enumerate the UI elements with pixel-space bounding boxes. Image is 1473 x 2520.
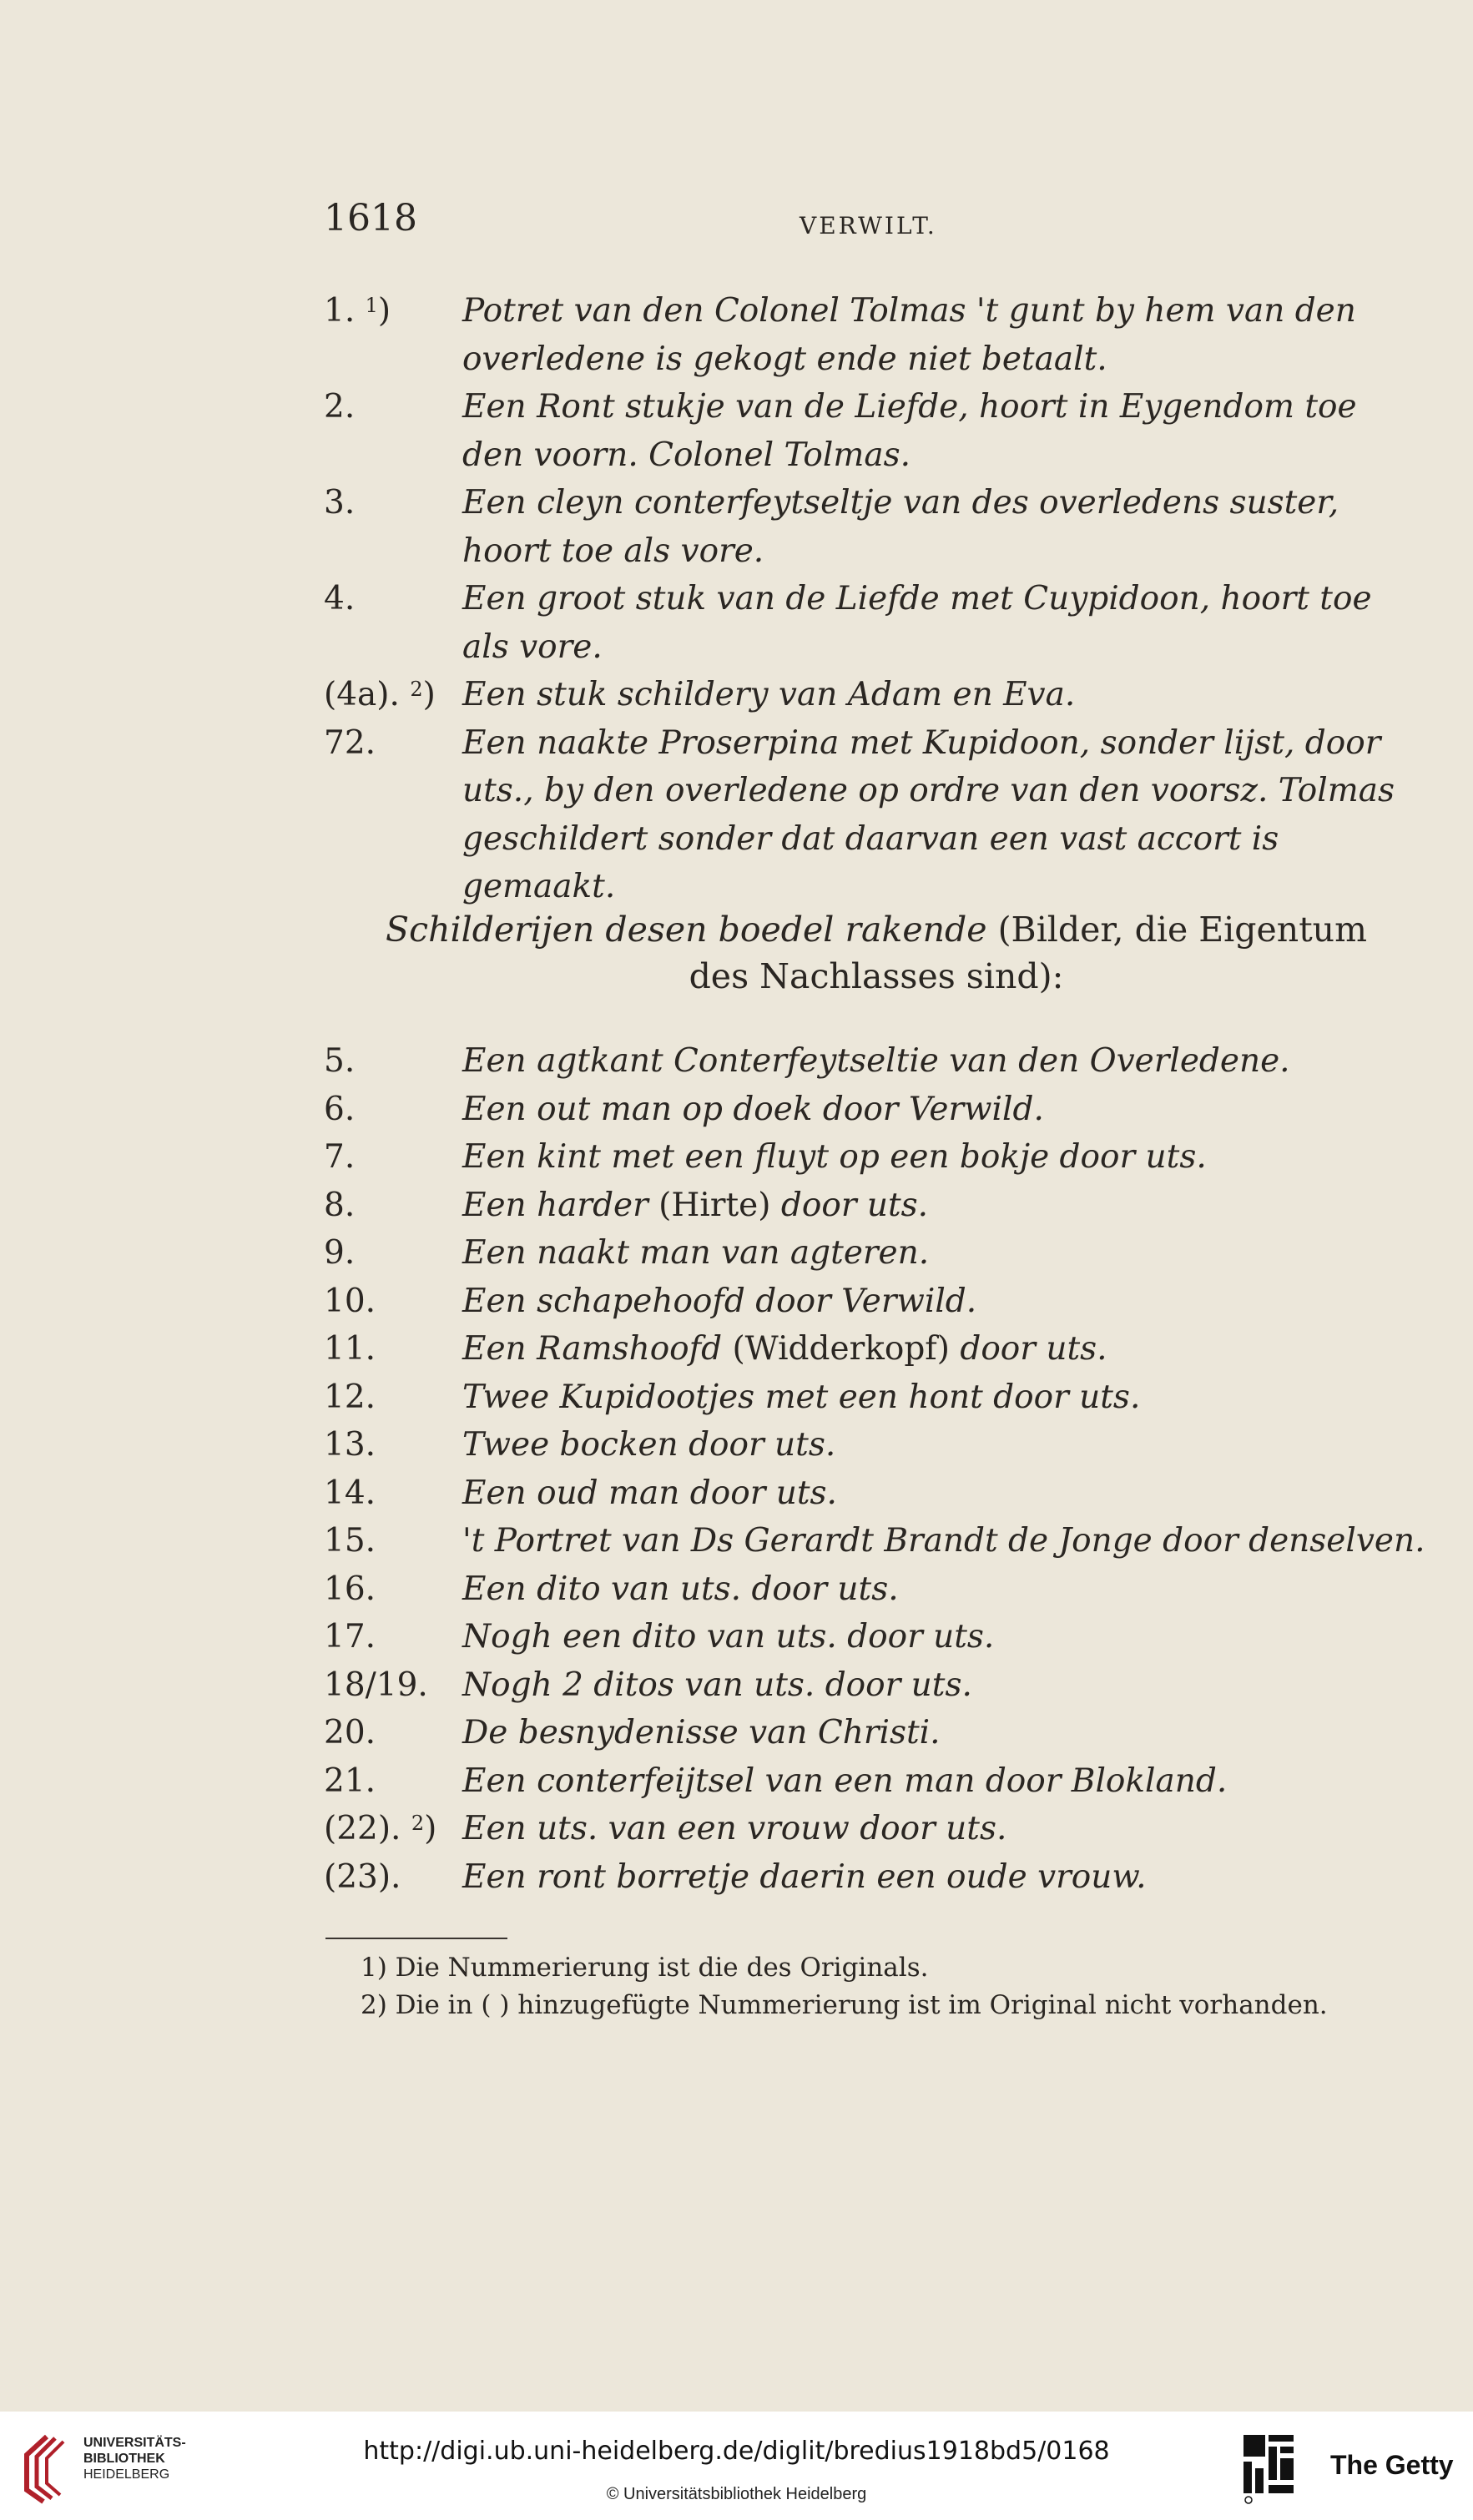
entry-number: 6.	[324, 1090, 356, 1128]
footnote-divider	[325, 1938, 507, 1939]
entry-number: 8.	[324, 1186, 356, 1224]
list-item	[324, 1709, 1425, 1757]
entry-number: (4a). $^2$)	[324, 676, 436, 713]
entry-number: 21.	[324, 1761, 376, 1800]
entry-number: 12.	[324, 1378, 376, 1416]
entry-list-bottom	[324, 1037, 1425, 1901]
list-item	[324, 1133, 1425, 1182]
library-name: UNIVERSITÄTS- BIBLIOTHEK HEIDELBERG	[83, 2436, 186, 2482]
entry-number: 13.	[324, 1426, 376, 1464]
entry-number: 5.	[324, 1042, 356, 1080]
entry-text: Een ront borretje daerin een oude vrouw.	[462, 1857, 1147, 1896]
list-item	[324, 1469, 1425, 1518]
entry-text: Een naakt man van agteren.	[462, 1234, 930, 1272]
list-item	[324, 1325, 1425, 1373]
list-item	[324, 1086, 1425, 1134]
list-item	[324, 1613, 1425, 1661]
entry-text: Een Ramshoofd (Widderkopf) door uts.	[462, 1330, 1107, 1368]
entry-text: Een groot stuk van de Liefde met Cuypidoon, hoort toe als vore.	[462, 580, 1372, 666]
entry-number: 16.	[324, 1570, 376, 1608]
entry-text: De besnydenisse van Christi.	[462, 1714, 941, 1751]
entry-number: 9.	[324, 1234, 356, 1272]
entry-number: 2.	[324, 388, 356, 426]
list-item	[324, 1565, 1425, 1614]
entry-text: Een kint met een fluyt op een bokje door uts.	[462, 1138, 1207, 1176]
list-item	[324, 1517, 1425, 1565]
section-heading	[367, 906, 1385, 1000]
list-item	[324, 719, 1425, 911]
list-item	[324, 1805, 1425, 1853]
entry-number: (23).	[324, 1857, 401, 1896]
footer-bar	[0, 2412, 1473, 2520]
copyright-notice: © Universitätsbibliothek Heidelberg	[606, 2485, 867, 2503]
entry-text: Nogh 2 ditos van uts. door uts.	[462, 1666, 972, 1704]
list-item	[324, 287, 1425, 383]
entry-text: Een cleyn conterfeytseltje van des overledens suster, hoort toe als vore.	[462, 484, 1339, 570]
footnote: 1) Die Nummerierung ist die des Originals.	[361, 1953, 929, 1983]
entry-text: 't Portret van Ds Gerardt Brandt de Jonge door denselven.	[462, 1522, 1425, 1560]
footnote: 2) Die in ( ) hinzugefügte Nummerierung ist im Original nicht vorhanden.	[361, 1990, 1328, 2020]
entry-text: Een agtkant Conterfeytseltie van den Overledene.	[462, 1042, 1290, 1080]
entry-number: 17.	[324, 1618, 376, 1656]
entry-text: Potret van den Colonel Tolmas 't gunt by hem van den overledene is gekogt ende niet betaalt.	[462, 292, 1356, 378]
entry-number: 7.	[324, 1138, 356, 1176]
list-item	[324, 1661, 1425, 1710]
entry-number: 10.	[324, 1282, 376, 1320]
entry-text: Een harder (Hirte) door uts.	[462, 1186, 929, 1224]
list-item	[324, 1278, 1425, 1326]
list-item	[324, 383, 1425, 479]
entry-text: Een out man op doek door Verwild.	[462, 1090, 1044, 1128]
entry-list-top	[324, 287, 1425, 911]
entry-number: 1. $^1$)	[324, 292, 391, 330]
entry-number: 72.	[324, 723, 376, 762]
entry-text: Twee Kupidootjes met een hont door uts.	[462, 1378, 1141, 1416]
entry-text: Een dito van uts. door uts.	[462, 1570, 899, 1608]
getty-logo-icon[interactable]	[1238, 2430, 1305, 2505]
source-url-link[interactable]: http://digi.ub.uni-heidelberg.de/diglit/bredius1918bd5/0168	[363, 2437, 1110, 2466]
list-item	[324, 1373, 1425, 1422]
entry-text: Een conterfeijtsel van een man door Blokland.	[462, 1761, 1228, 1800]
entry-text: Een uts. van een vrouw door uts.	[462, 1810, 1007, 1847]
entry-text: Een oud man door uts.	[462, 1474, 837, 1512]
section-heading-roman: (Bilder, die Eigentum des Nachlasses sind):	[689, 910, 1367, 996]
getty-name: The Getty	[1330, 2450, 1454, 2480]
entry-text: Een Ront stukje van de Liefde, hoort in Eygendom toe den voorn. Colonel Tolmas.	[462, 388, 1357, 474]
section-heading-italic: Schilderijen desen boedel rakende	[386, 910, 987, 950]
entry-text: Een stuk schildery van Adam en Eva.	[462, 676, 1076, 713]
page-number: 1618	[324, 197, 417, 239]
entry-number: 15.	[324, 1522, 376, 1560]
list-item	[324, 1229, 1425, 1278]
entry-number: 3.	[324, 484, 356, 522]
list-item	[324, 575, 1425, 671]
entry-text: Een schapehoofd door Verwild.	[462, 1282, 977, 1320]
running-title: VERWILT.	[800, 212, 937, 239]
entry-number: 18/19.	[324, 1666, 428, 1704]
footnotes	[325, 1949, 1410, 2024]
entry-number: 20.	[324, 1714, 376, 1751]
list-item	[324, 1421, 1425, 1469]
list-item	[324, 1853, 1425, 1902]
list-item	[324, 671, 1425, 719]
entry-text: Nogh een dito van uts. door uts.	[462, 1618, 995, 1656]
entry-number: 4.	[324, 580, 356, 617]
list-item	[324, 1757, 1425, 1806]
entry-number: (22). $^2$)	[324, 1810, 437, 1847]
entry-text: Twee bocken door uts.	[462, 1426, 836, 1464]
list-item	[324, 1182, 1425, 1230]
entry-number: 14.	[324, 1474, 376, 1512]
page-header	[324, 197, 1409, 247]
entry-text: Een naakte Proserpina met Kupidoon, sonder lijst, door uts., by den overledene op ordre van den voorsz. Tolmas geschildert sonder dat daarvan een vast accort is gemaakt.	[462, 723, 1395, 905]
list-item	[324, 479, 1425, 575]
entry-number: 11.	[324, 1330, 376, 1368]
list-item	[324, 1037, 1425, 1086]
